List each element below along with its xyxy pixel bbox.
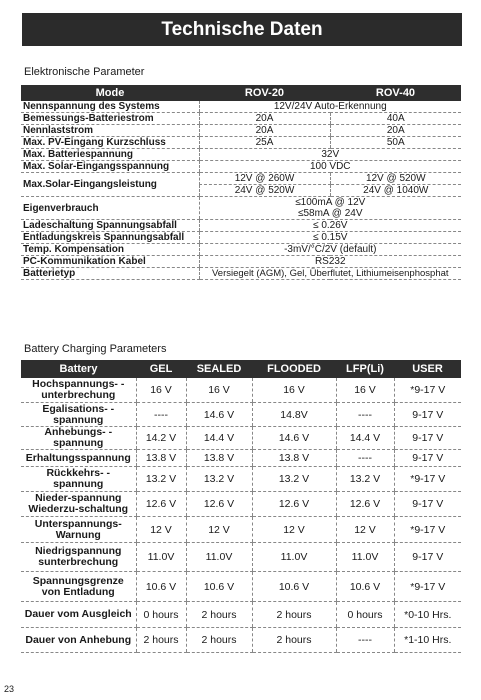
cell-value: *0-10 Hrs. — [394, 602, 461, 628]
table-row — [21, 161, 461, 173]
row-label: Nennlaststrom — [21, 125, 199, 137]
cell-value: 25A — [199, 137, 330, 149]
column-header-rov40: ROV-40 — [330, 85, 461, 101]
page-banner-title: Technische Daten — [22, 13, 462, 46]
row-label: Dauer von Anhebung — [21, 628, 136, 653]
cell-value: 20A — [199, 125, 330, 137]
cell-value: 12 V — [136, 517, 186, 543]
cell-value: 2 hours — [252, 628, 336, 653]
table-row — [21, 572, 461, 602]
column-header-rov20: ROV-20 — [199, 85, 330, 101]
cell-value: 9-17 V — [394, 427, 461, 450]
cell-value: 14.4 V — [186, 427, 252, 450]
cell-value: 100 VDC — [199, 161, 461, 173]
row-label: Spannungsgrenze von Entladung — [21, 572, 136, 602]
cell-value: 12.6 V — [136, 492, 186, 517]
table-row — [21, 197, 461, 220]
cell-value: 12V @ 260W — [199, 173, 330, 185]
cell-value: 12.6 V — [336, 492, 394, 517]
cell-value: Versiegelt (AGM), Gel, Überflutet, Lithiumeisenphosphat — [199, 268, 461, 280]
cell-value: 40A — [330, 113, 461, 125]
table-row — [21, 268, 461, 280]
cell-value: *9-17 V — [394, 467, 461, 492]
cell-value: ≤ 0.26V — [199, 220, 461, 232]
cell-value: ≤ 0.15V — [199, 232, 461, 244]
table-row — [21, 628, 461, 653]
cell-value: 12 V — [186, 517, 252, 543]
table-row — [21, 427, 461, 450]
cell-value: 11.0V — [252, 543, 336, 572]
cell-value: 13.8 V — [252, 450, 336, 467]
cell-value: ---- — [336, 628, 394, 653]
cell-value: 0 hours — [136, 602, 186, 628]
table-row — [21, 220, 461, 232]
cell-value: 9-17 V — [394, 403, 461, 427]
table-row — [21, 467, 461, 492]
cell-value: *9-17 V — [394, 378, 461, 403]
table-row — [21, 517, 461, 543]
cell-value: 50A — [330, 137, 461, 149]
row-label: Ladeschaltung Spannungsabfall — [21, 220, 199, 232]
row-label: PC-Kommunikation Kabel — [21, 256, 199, 268]
cell-value: 12 V — [252, 517, 336, 543]
column-header-sealed: SEALED — [186, 360, 252, 378]
cell-value: -3mV/°C/2V (default) — [199, 244, 461, 256]
charging-table-body — [21, 378, 461, 653]
section-title-electronic: Elektronische Parameter — [24, 66, 145, 78]
cell-value: 9-17 V — [394, 450, 461, 467]
electronic-parameters-table — [21, 85, 461, 280]
cell-value: 2 hours — [136, 628, 186, 653]
cell-value: 13.8 V — [186, 450, 252, 467]
cell-value: 16 V — [136, 378, 186, 403]
cell-value: *9-17 V — [394, 517, 461, 543]
row-label: Bemessungs-Batteriestrom — [21, 113, 199, 125]
cell-value — [199, 197, 461, 220]
column-header-flooded: FLOODED — [252, 360, 336, 378]
row-label: Entladungskreis Spannungsabfall — [21, 232, 199, 244]
row-label: Dauer vom Ausgleich — [21, 602, 136, 628]
cell-value: 9-17 V — [394, 492, 461, 517]
section-title-charging: Battery Charging Parameters — [24, 343, 167, 355]
table-row — [21, 113, 461, 125]
cell-value: 24V @ 1040W — [330, 185, 461, 197]
cell-value: 0 hours — [336, 602, 394, 628]
cell-value: 12.6 V — [186, 492, 252, 517]
row-label: Temp. Kompensation — [21, 244, 199, 256]
cell-value: 16 V — [336, 378, 394, 403]
table-row — [21, 149, 461, 161]
cell-value: ---- — [336, 450, 394, 467]
row-label: Max. Solar-Eingangsspannung — [21, 161, 199, 173]
cell-value: 13.2 V — [336, 467, 394, 492]
cell-value: 14.6 V — [252, 427, 336, 450]
battery-charging-table — [21, 360, 461, 653]
row-label: Nieder-spannung Wiederzu-schaltung — [21, 492, 136, 517]
cell-value: 10.6 V — [186, 572, 252, 602]
row-label: Nennspannung des Systems — [21, 101, 199, 113]
column-header-mode: Mode — [21, 85, 199, 101]
cell-value: 20A — [330, 125, 461, 137]
cell-value: 10.6 V — [252, 572, 336, 602]
cell-value: 11.0V — [136, 543, 186, 572]
table-row — [21, 244, 461, 256]
row-label: Max.Solar-Eingangsleistung — [21, 173, 199, 197]
column-header-battery: Battery — [21, 360, 136, 378]
cell-value: 14.4 V — [336, 427, 394, 450]
cell-value: 2 hours — [252, 602, 336, 628]
cell-value: 11.0V — [186, 543, 252, 572]
cell-value: 13.8 V — [136, 450, 186, 467]
table-row — [21, 232, 461, 244]
table-row — [21, 450, 461, 467]
table-row — [21, 378, 461, 403]
column-header-user: USER — [394, 360, 461, 378]
cell-value: *9-17 V — [394, 572, 461, 602]
cell-value: *1-10 Hrs. — [394, 628, 461, 653]
cell-value: 13.2 V — [136, 467, 186, 492]
cell-value: 10.6 V — [336, 572, 394, 602]
table-row — [21, 492, 461, 517]
cell-value: ---- — [336, 403, 394, 427]
cell-value: 9-17 V — [394, 543, 461, 572]
cell-value: 32V — [199, 149, 461, 161]
row-label: Batterietyp — [21, 268, 199, 280]
row-label: Max. Batteriespannung — [21, 149, 199, 161]
cell-value: 16 V — [186, 378, 252, 403]
cell-value: 13.2 V — [252, 467, 336, 492]
table-row — [21, 543, 461, 572]
cell-value: 16 V — [252, 378, 336, 403]
table-row — [21, 101, 461, 113]
row-label: Erhaltungsspannung — [21, 450, 136, 467]
row-label: Anhebungs- -spannung — [21, 427, 136, 450]
cell-value: 13.2 V — [186, 467, 252, 492]
table-row — [21, 602, 461, 628]
table-row — [21, 137, 461, 149]
cell-value: 12 V — [336, 517, 394, 543]
cell-value: 2 hours — [186, 628, 252, 653]
cell-line: ≤100mA @ 12V — [295, 197, 366, 208]
cell-value: 20A — [199, 113, 330, 125]
cell-value: ---- — [136, 403, 186, 427]
row-label: Egalisations- -spannung — [21, 403, 136, 427]
cell-value: 12V @ 520W — [330, 173, 461, 185]
column-header-gel: GEL — [136, 360, 186, 378]
cell-line: ≤58mA @ 24V — [297, 208, 363, 219]
row-label: Max. PV-Eingang Kurzschluss — [21, 137, 199, 149]
cell-value: RS232 — [199, 256, 461, 268]
cell-value: 14.2 V — [136, 427, 186, 450]
cell-value: 2 hours — [186, 602, 252, 628]
cell-value: 14.6 V — [186, 403, 252, 427]
row-label: Eigenverbrauch — [21, 197, 199, 220]
cell-value: 14.8V — [252, 403, 336, 427]
cell-value: 12V/24V Auto-Erkennung — [199, 101, 461, 113]
cell-value: 11.0V — [336, 543, 394, 572]
cell-value: 10.6 V — [136, 572, 186, 602]
table-row — [21, 173, 461, 185]
row-label: Hochspannungs- -unterbrechung — [21, 378, 136, 403]
table-row — [21, 256, 461, 268]
page-number: 23 — [4, 684, 15, 694]
cell-value: 24V @ 520W — [199, 185, 330, 197]
table-row — [21, 403, 461, 427]
cell-value: 12.6 V — [252, 492, 336, 517]
row-label: Niedrigspannung sunterbrechung — [21, 543, 136, 572]
column-header-lfp: LFP(Li) — [336, 360, 394, 378]
row-label: Unterspannungs- Warnung — [21, 517, 136, 543]
row-label: Rückkehrs- -spannung — [21, 467, 136, 492]
table-row — [21, 125, 461, 137]
